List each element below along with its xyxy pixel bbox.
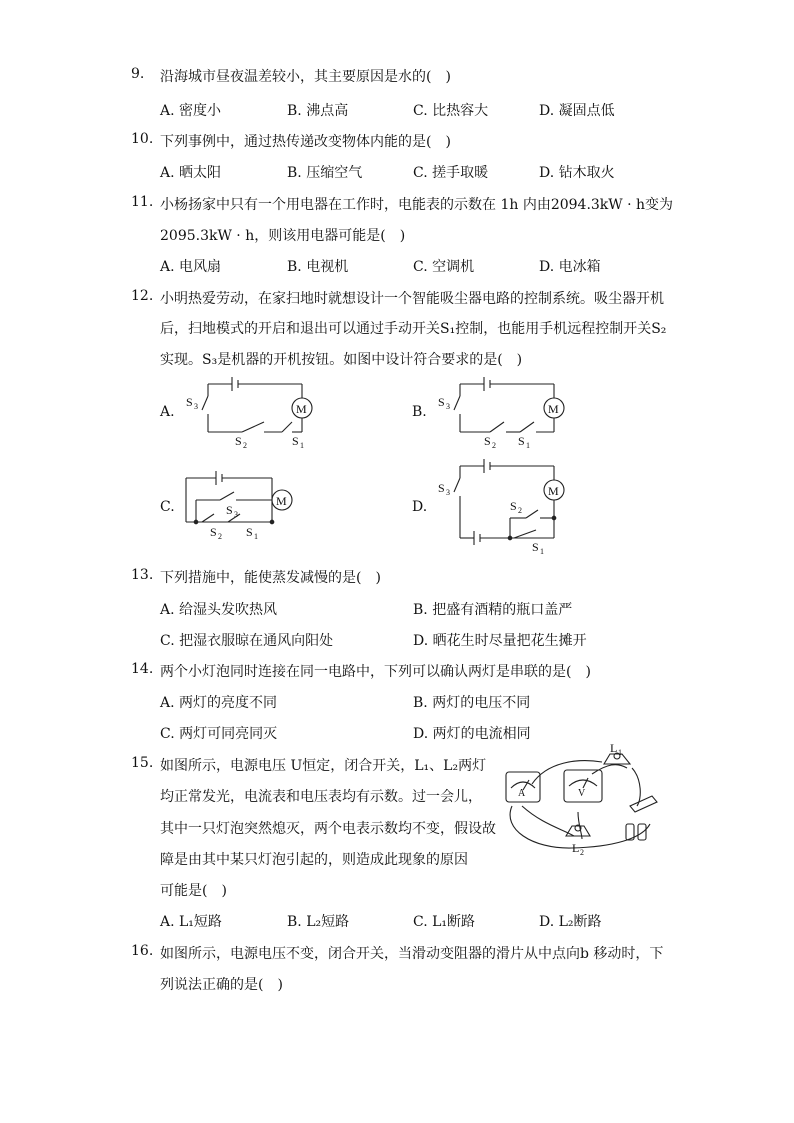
question-text-line: 如图所示，电源电压不变，闭合开关，当滑动变阻器的滑片从中点向b 移动时，下 (160, 946, 664, 962)
question-text-line: 其中一只灯泡突然熄灭，两个电表示数均不变，假设故 (160, 821, 496, 837)
option-b: B. (412, 404, 427, 420)
option-b: B. 把盛有酒精的瓶口盖严 (413, 602, 573, 618)
question-text-line: 2095.3kW · h，则该用电器可能是( ) (160, 228, 406, 244)
subscript: 1 (618, 748, 622, 757)
option-b: B. 电视机 (287, 259, 349, 275)
option-a: A. 电风扇 (160, 259, 222, 275)
option-d: D. 晒花生时尽量把花生摊开 (413, 633, 587, 649)
question-number: 14. (131, 661, 154, 677)
lamp-l2-label: L (572, 841, 580, 855)
subscript: 2 (492, 441, 496, 450)
option-c: C. L₁断路 (413, 914, 476, 930)
option-a: A. 密度小 (160, 103, 222, 119)
subscript: 3 (446, 488, 450, 497)
option-b: B. 沸点高 (287, 103, 349, 119)
subscript: 2 (218, 532, 222, 541)
lamp-l1-label: L (610, 741, 618, 755)
option-b: B. L₂短路 (287, 914, 350, 930)
question-number: 11. (131, 194, 154, 210)
question-text-line: 列说法正确的是( ) (160, 977, 283, 993)
question-text-line: 均正常发光，电流表和电压表均有示数。过一会儿， (160, 789, 482, 805)
switch-s3-label: S (186, 395, 193, 409)
option-a: A. (160, 404, 175, 420)
question-number: 9. (131, 66, 145, 82)
subscript: 1 (526, 441, 530, 450)
subscript: 2 (243, 441, 247, 450)
option-c: C. (160, 499, 175, 515)
question-text-line: 障是由其中某只灯泡引起的，则造成此现象的原因 (160, 852, 468, 868)
switch-s3-label: S (438, 481, 445, 495)
subscript: 2 (518, 506, 522, 515)
question-number: 16. (131, 943, 154, 959)
option-b: B. 压缩空气 (287, 165, 363, 181)
option-c: C. 两灯可同亮同灭 (160, 726, 278, 742)
question-text-line: 实现。S₃是机器的开机按钮。如图中设计符合要求的是( ) (160, 352, 523, 368)
motor-label: M (548, 402, 559, 416)
voltmeter-label: V (578, 788, 586, 799)
subscript: 3 (194, 402, 198, 411)
question-text-line: 小杨扬家中只有一个用电器在工作时，电能表的示数在 1h 内由2094.3kW · h变为 (160, 197, 674, 213)
question-number: 12. (131, 288, 154, 304)
option-a: A. 晒太阳 (160, 165, 222, 181)
option-c: C. 比热容大 (413, 103, 489, 119)
subscript: 1 (300, 441, 304, 450)
question-number: 15. (131, 755, 154, 771)
option-b: B. 两灯的电压不同 (413, 695, 531, 711)
option-d: D. 钻木取火 (539, 165, 615, 181)
circuit-diagram-d (434, 458, 574, 558)
switch-s2-label: S (235, 434, 242, 448)
switch-s1-label: S (532, 540, 539, 554)
switch-s3-label: S (226, 503, 233, 517)
question-text: 沿海城市昼夜温差较小，其主要原因是水的( ) (160, 69, 451, 85)
option-d: D. 凝固点低 (539, 103, 615, 119)
option-d: D. 电冰箱 (539, 259, 601, 275)
subscript: 1 (254, 532, 258, 541)
option-a: A. L₁短路 (160, 914, 222, 930)
motor-label: M (548, 484, 559, 498)
question-number: 10. (131, 131, 154, 147)
motor-label: M (296, 402, 307, 416)
ammeter-label: A (518, 788, 526, 799)
question-text: 下列措施中，能使蒸发减慢的是( ) (160, 570, 381, 586)
switch-s2-label: S (484, 434, 491, 448)
option-a: A. 两灯的亮度不同 (160, 695, 278, 711)
option-a: A. 给湿头发吹热风 (160, 602, 278, 618)
question-number: 13. (131, 567, 154, 583)
subscript: 3 (234, 510, 238, 519)
option-d: D. L₂断路 (539, 914, 602, 930)
option-d: D. 两灯的电流相同 (413, 726, 531, 742)
switch-s2-label: S (210, 525, 217, 539)
circuit-photo-figure (492, 741, 662, 859)
switch-s1-label: S (246, 525, 253, 539)
question-text-line: 如图所示，电源电压 U恒定，闭合开关，L₁、L₂两灯 (160, 758, 487, 774)
subscript: 3 (446, 402, 450, 411)
question-text: 两个小灯泡同时连接在同一电路中，下列可以确认两灯是串联的是( ) (160, 664, 591, 680)
subscript: 2 (580, 848, 584, 857)
option-c: C. 把湿衣服晾在通风向阳处 (160, 633, 334, 649)
circuit-diagram-b (434, 374, 574, 454)
question-text-line: 小明热爱劳动，在家扫地时就想设计一个智能吸尘器电路的控制系统。吸尘器开机 (160, 291, 664, 307)
option-c: C. 搓手取暖 (413, 165, 489, 181)
switch-s1-label: S (518, 434, 525, 448)
question-text-line: 可能是( ) (160, 883, 227, 899)
subscript: 1 (540, 547, 544, 556)
question-text: 下列事例中，通过热传递改变物体内能的是( ) (160, 134, 451, 150)
motor-label: M (276, 494, 287, 508)
question-text-line: 后，扫地模式的开启和退出可以通过手动开关S₁控制，也能用手机远程控制开关S₂ (160, 321, 667, 337)
switch-s2-label: S (510, 499, 517, 513)
switch-s1-label: S (292, 434, 299, 448)
option-c: C. 空调机 (413, 259, 475, 275)
switch-s3-label: S (438, 395, 445, 409)
circuit-diagram-c (182, 468, 312, 544)
option-d: D. (412, 499, 428, 515)
circuit-diagram-a (182, 374, 322, 454)
